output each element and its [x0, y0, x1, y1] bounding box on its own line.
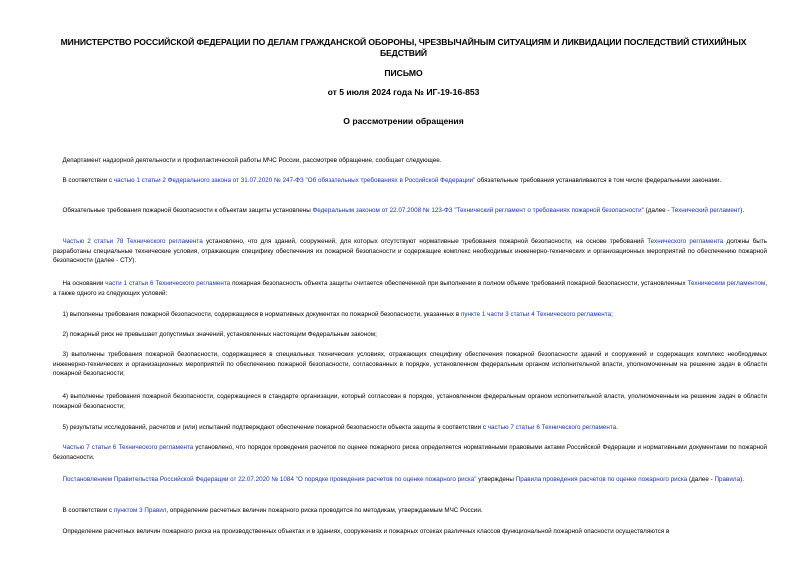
text-segment: пожарная безопасность объекта защиты считается обеспеченной при выполнении в полном объеме требований пожарной безопасности, установленных [230, 280, 688, 287]
legal-reference-link[interactable]: Технического регламента [647, 238, 724, 245]
paragraph-text [53, 475, 767, 485]
paragraph-text [53, 330, 767, 340]
legal-reference-link[interactable]: Федеральным законом от 22.07.2008 № 123-ФЗ "Технический регламент о требованиях пожарной безопасности" [312, 207, 644, 214]
legal-reference-link[interactable]: Техническим регламентом [687, 280, 766, 287]
legal-reference-link[interactable]: части 1 статьи 6 Технического регламента [105, 280, 231, 287]
text-segment: (далее - [687, 476, 715, 483]
document-date-number: от 5 июля 2024 года № ИГ-19-16-853 [327, 87, 480, 97]
paragraph-text [53, 423, 767, 433]
text-segment: установлено, что для зданий, сооружений, для которых отсутствуют нормативные требования пожарной безопасности, на основе требований [202, 238, 648, 245]
text-segment: (далее - [643, 207, 672, 214]
text-segment: . [616, 424, 618, 431]
text-segment: ). [740, 207, 745, 214]
paragraph [53, 279, 767, 298]
legal-reference-link[interactable]: частью 7 статьи 6 Технического регламента [487, 424, 617, 431]
paragraph-text [53, 443, 767, 462]
paragraph [53, 330, 767, 340]
paragraph [53, 156, 767, 166]
paragraph-text [53, 506, 767, 516]
text-segment: В соответствии с [62, 507, 114, 514]
text-segment: 3) выполнены требования пожарной безопасности, содержащиеся в специальных технических условиях, отражающих специфику обеспечения пожарной безопасности зданий и сооружений и содержащих комплекс необходимых инженерно-технических и организационных мероприятий по обеспечению пожарной безопасности, согласованных в порядке, установленном федеральным органом исполнительной власти, уполномоченным на решение задач в области пожарной безопасности; [53, 351, 767, 378]
text-segment: В соответствии с [62, 177, 114, 184]
paragraph [53, 237, 767, 266]
issuing-organization: МИНИСТЕРСТВО РОССИЙСКОЙ ФЕДЕРАЦИИ ПО ДЕЛАМ ГРАЖДАНСКОЙ ОБОРОНЫ, ЧРЕЗВЫЧАЙНЫМ СИТУАЦИЯМ И ЛИКВИДАЦИИ ПОСЛЕДСТВИЙ СТИХИЙНЫХ БЕДСТВИЙ [60, 37, 747, 58]
text-segment: 2) пожарный риск не превышает допустимых значений, установленных настоящим Федеральным законом; [62, 331, 377, 338]
paragraph-text [53, 279, 767, 298]
text-segment: Департамент надзорной деятельности и профилактической работы МЧС России, рассмотрев обращение, сообщает следующее. [62, 157, 442, 164]
legal-reference-link[interactable]: Правила [714, 476, 741, 483]
text-segment: 5) результаты исследований, расчетов и (или) испытаний подтверждают обеспечение пожарной безопасности объекта защиты в соответствии с [62, 424, 488, 431]
paragraph [53, 392, 767, 411]
paragraph [53, 176, 767, 186]
paragraph [53, 206, 767, 216]
text-segment: Обязательные требования пожарной безопасности к объектам защиты установлены [62, 207, 313, 214]
text-segment: Определение расчетных величин пожарного риска на производственных объектах и в зданиях, сооружениях и пожарных отсеках различных классов функциональной пожарной опасности осуществляются в [62, 528, 670, 535]
legal-reference-link[interactable]: пунктом 3 Правил [113, 507, 167, 514]
paragraph [53, 443, 767, 462]
paragraph-text [53, 206, 767, 216]
paragraph [53, 310, 767, 320]
paragraph [53, 350, 767, 379]
legal-reference-link[interactable]: Постановлением Правительства Российской Федерации от 22.07.2020 № 1084 "О порядке проведения расчетов по оценке пожарного риска" [62, 476, 477, 483]
paragraph-text [53, 176, 767, 186]
legal-reference-link[interactable]: пункте 1 части 3 статьи 4 Технического регламента [460, 311, 612, 318]
text-segment: ; [611, 311, 613, 318]
paragraph [53, 423, 767, 433]
paragraph-text [53, 156, 767, 166]
legal-reference-link[interactable]: Правила проведения расчетов по оценке пожарного риска [515, 476, 688, 483]
text-segment: обязательные требования устанавливаются в том числе федеральными законами. [475, 177, 722, 184]
document-subject: О рассмотрении обращения [343, 116, 464, 126]
text-segment: На основании [62, 280, 106, 287]
document-type: ПИСЬМО [384, 68, 423, 78]
paragraph [53, 475, 767, 485]
paragraph-text [53, 350, 767, 379]
paragraph-text [53, 527, 767, 537]
legal-reference-link[interactable]: Технический регламент [671, 207, 741, 214]
legal-reference-link[interactable]: Частью 2 статьи 78 Технического регламента [62, 238, 203, 245]
text-segment: 1) выполнены требования пожарной безопасности, содержащиеся в нормативных документах по пожарной безопасности, указанных в [62, 311, 461, 318]
text-segment: , определение расчетных величин пожарного риска проводится по методикам, утверждаемым МЧС России. [166, 507, 483, 514]
paragraph [53, 527, 767, 537]
paragraph-text [53, 310, 767, 320]
text-segment: 4) выполнены требования пожарной безопасности, содержащиеся в стандарте организации, который согласован в порядке, установленном федеральным органом исполнительной власти, уполномоченным на решение задач в области пожарной безопасности; [53, 393, 767, 410]
paragraph-text [53, 392, 767, 411]
text-segment: установлено, что порядок проведения расчетов по оценке пожарного риска определяется нормативными правовыми актами Российской Федерации и нормативными документами по пожарной безопасности. [53, 444, 767, 461]
paragraph-text [53, 237, 767, 266]
text-segment: должны быть разработаны специальные технические условия, отражающие специфику обеспечения их пожарной безопасности и содержащие комплекс необходимых инженерно-технических и организационных мероприятий по обеспечению пожарной безопасности (далее - СТУ). [53, 238, 767, 265]
text-segment: ). [740, 476, 744, 483]
paragraph [53, 506, 767, 516]
legal-reference-link[interactable]: частью 1 статьи 2 Федерального закона от 31.07.2020 № 247-ФЗ "Об обязательных требованиях в Российской Федерации" [113, 177, 476, 184]
text-segment: утверждены [476, 476, 516, 483]
legal-reference-link[interactable]: Частью 7 статьи 6 Технического регламента [62, 444, 194, 451]
text-segment: , а также одного из следующих условий: [53, 280, 767, 297]
